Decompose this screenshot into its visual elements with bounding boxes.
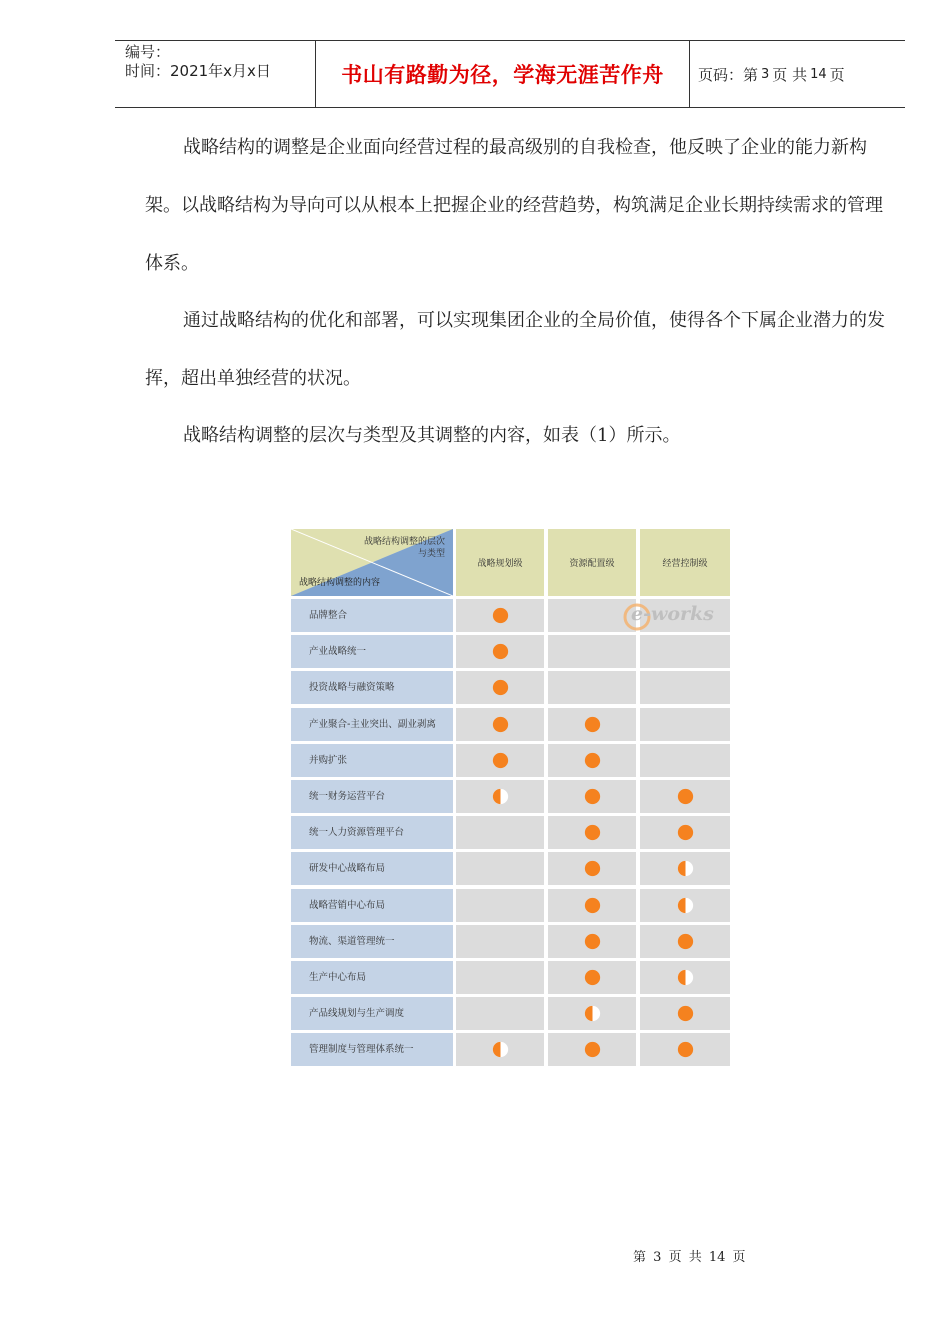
row-label: 投资战略与融资策略 (291, 671, 453, 704)
table-cell (548, 780, 636, 813)
row-label: 管理制度与管理体系统一 (291, 1033, 453, 1066)
table-cell (640, 1033, 730, 1066)
table-cell (640, 635, 730, 668)
page-current: 3 (761, 66, 770, 82)
table-cell (548, 635, 636, 668)
full-circle-icon (584, 752, 601, 769)
full-circle-icon (677, 788, 694, 805)
table-cell (456, 961, 544, 994)
footer-current: 3 (653, 1250, 662, 1265)
corner-bottom-label: 战略结构调整的内容 (299, 578, 381, 588)
table-cell (456, 1033, 544, 1066)
table-header-row (291, 529, 730, 596)
row-label: 研发中心战略布局 (291, 852, 453, 885)
table-cell (548, 1033, 636, 1066)
full-circle-icon (677, 1041, 694, 1058)
table-row (291, 744, 730, 777)
full-circle-icon (677, 933, 694, 950)
table-cell (548, 708, 636, 741)
watermark-text: e-works (631, 603, 714, 625)
table-cell (456, 780, 544, 813)
table-row (291, 780, 730, 813)
row-label: 统一财务运营平台 (291, 780, 453, 813)
half-circle-icon (492, 788, 509, 805)
full-circle-icon (584, 716, 601, 733)
table-row (291, 708, 730, 741)
table-corner-cell (291, 529, 453, 596)
document-time-label: 时间：2021年x月x日 (125, 62, 271, 80)
row-label: 产业聚合-主业突出、副业剥离 (291, 708, 453, 741)
table-cell (640, 997, 730, 1030)
table-cell (456, 997, 544, 1030)
half-circle-icon (492, 1041, 509, 1058)
footer-total: 14 (708, 1250, 726, 1265)
header-slogan-cell (316, 41, 690, 107)
table-cell (456, 671, 544, 704)
paragraph-2: 通过战略结构的优化和部署，可以实现集团企业的全局价值，使得各个下属企业潜力的发挥，超出单独经营的状况。 (145, 310, 885, 389)
row-label: 产业战略统一 (291, 635, 453, 668)
table-cell (640, 744, 730, 777)
full-circle-icon (584, 824, 601, 841)
table-cell (456, 816, 544, 849)
table-cell (640, 816, 730, 849)
table-cell (456, 744, 544, 777)
table-cell (456, 889, 544, 922)
header-meta (115, 41, 316, 107)
table-row (291, 852, 730, 885)
table-cell (640, 961, 730, 994)
table-cell (548, 925, 636, 958)
table-row (291, 997, 730, 1030)
table-cell (456, 852, 544, 885)
footer-prefix: 第 (633, 1250, 647, 1265)
document-number-label: 编号： (125, 43, 171, 61)
footer-suffix: 页 (732, 1250, 746, 1265)
page-footer (633, 1246, 746, 1265)
paragraph-3: 战略结构调整的层次与类型及其调整的内容，如表（1）所示。 (183, 425, 681, 446)
full-circle-icon (677, 824, 694, 841)
table-cell (640, 889, 730, 922)
full-circle-icon (492, 752, 509, 769)
footer-mid: 页 共 (668, 1250, 702, 1265)
table-cell (456, 635, 544, 668)
row-label: 品牌整合 (291, 599, 453, 632)
table-row (291, 1033, 730, 1066)
full-circle-icon (584, 933, 601, 950)
header-page-number (690, 41, 905, 107)
table-row (291, 635, 730, 668)
row-label: 统一人力资源管理平台 (291, 816, 453, 849)
e-works-watermark (623, 601, 727, 635)
page-total: 14 (810, 66, 827, 82)
half-circle-icon (584, 1005, 601, 1022)
half-circle-icon (677, 969, 694, 986)
corner-top-label: 战略结构调整的层次 与类型 (363, 537, 445, 559)
half-circle-icon (677, 860, 694, 877)
paragraph-1: 战略结构的调整是企业面向经营过程的最高级别的自我检查，他反映了企业的能力新构架。以战略结构为导向可以从根本上把握企业的经营趋势，构筑满足企业长期持续需求的管理体系。 (145, 137, 883, 274)
page-header (115, 40, 905, 108)
full-circle-icon (584, 897, 601, 914)
table-row (291, 671, 730, 704)
table-cell (640, 925, 730, 958)
table-cell (640, 852, 730, 885)
full-circle-icon (584, 860, 601, 877)
full-circle-icon (677, 1005, 694, 1022)
row-label: 生产中心布局 (291, 961, 453, 994)
column-header-resource: 资源配置级 (548, 529, 636, 596)
full-circle-icon (492, 643, 509, 660)
strategy-structure-table (291, 529, 730, 1066)
page-mid: 页 共 (772, 65, 808, 84)
row-label: 战略营销中心布局 (291, 889, 453, 922)
column-header-planning: 战略规划级 (456, 529, 544, 596)
table-row (291, 961, 730, 994)
table-cell (548, 889, 636, 922)
table-cell (640, 671, 730, 704)
table-row (291, 816, 730, 849)
full-circle-icon (584, 788, 601, 805)
row-label: 产品线规划与生产调度 (291, 997, 453, 1030)
table-row (291, 925, 730, 958)
page-prefix: 页码：第 (698, 65, 759, 84)
column-header-control: 经营控制级 (640, 529, 730, 596)
full-circle-icon (492, 716, 509, 733)
table-cell (548, 997, 636, 1030)
table-cell (548, 816, 636, 849)
table-cell (548, 852, 636, 885)
table-cell (640, 780, 730, 813)
table-cell (456, 599, 544, 632)
row-label: 物流、渠道管理统一 (291, 925, 453, 958)
half-circle-icon (677, 897, 694, 914)
header-slogan: 书山有路勤为径，学海无涯苦作舟 (341, 62, 664, 87)
table-cell (456, 925, 544, 958)
table-cell (548, 961, 636, 994)
full-circle-icon (492, 679, 509, 696)
full-circle-icon (584, 969, 601, 986)
table-row (291, 889, 730, 922)
table-cell (548, 671, 636, 704)
table-cell (640, 708, 730, 741)
table-cell (548, 744, 636, 777)
table-cell (456, 708, 544, 741)
full-circle-icon (584, 1041, 601, 1058)
row-label: 并购扩张 (291, 744, 453, 777)
page-suffix: 页 (829, 65, 845, 84)
full-circle-icon (492, 607, 509, 624)
